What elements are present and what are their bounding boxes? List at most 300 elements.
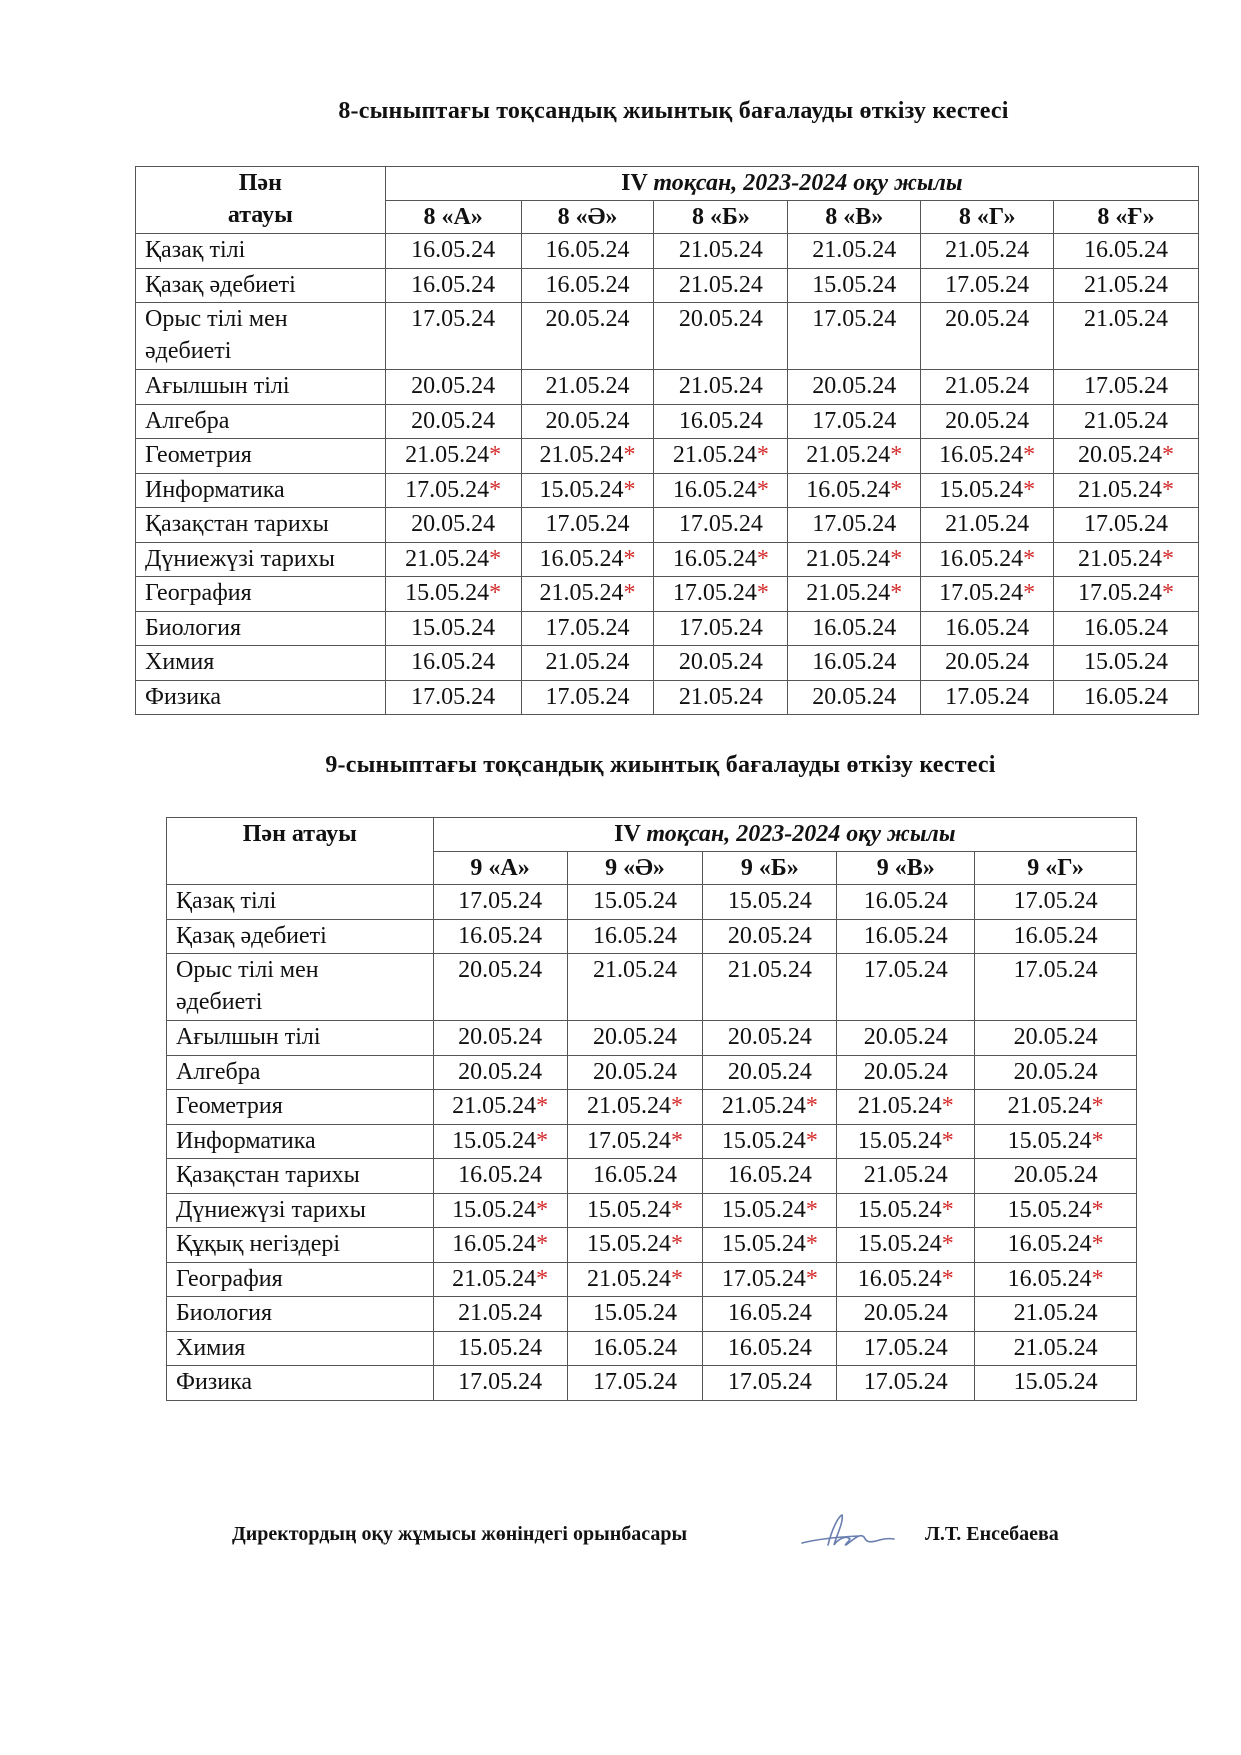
date-value: 16.05.24	[1084, 237, 1169, 263]
asterisk-mark: *	[941, 1093, 954, 1119]
subject-cell: Қазақ әдебиеті	[167, 919, 434, 954]
date-value: 15.05.24	[405, 580, 490, 606]
signature-block	[0, 1519, 1241, 1559]
date-value: 16.05.24	[863, 922, 948, 949]
date-value: 16.05.24	[727, 1334, 812, 1361]
date-cell	[433, 1090, 567, 1125]
date-cell	[788, 577, 921, 612]
asterisk-mark: *	[1023, 545, 1036, 572]
date-cell	[433, 1193, 567, 1228]
date-cell	[521, 542, 654, 577]
subject-header	[167, 818, 434, 885]
date-cell	[521, 508, 654, 543]
table-row	[167, 1262, 1137, 1297]
date-cell	[385, 234, 521, 269]
date-value: 20.05.24	[863, 1058, 948, 1085]
asterisk-mark: *	[805, 1231, 818, 1257]
date-value: 20.05.24	[863, 1300, 948, 1326]
date-value: 21.05.24	[1084, 306, 1169, 332]
date-value: 15.05.24	[411, 614, 496, 641]
date-cell	[703, 1193, 837, 1228]
asterisk-mark: *	[623, 442, 636, 468]
date-value: 16.05.24	[592, 1162, 677, 1188]
date-cell	[521, 370, 654, 405]
asterisk-mark: *	[890, 580, 903, 606]
date-cell	[837, 1090, 975, 1125]
date-cell	[654, 542, 788, 577]
date-value: 17.05.24	[863, 957, 948, 983]
date-cell	[385, 303, 521, 370]
date-value: 21.05.24	[545, 373, 630, 399]
date-value: 16.05.24	[857, 1265, 942, 1292]
asterisk-mark: *	[1091, 1196, 1104, 1223]
date-value: 16.05.24	[458, 1162, 543, 1188]
date-cell	[975, 1021, 1137, 1056]
date-value: 21.05.24	[458, 1300, 543, 1326]
date-value: 17.05.24	[812, 306, 897, 332]
date-value: 15.05.24	[458, 1334, 543, 1361]
date-cell	[788, 303, 921, 370]
date-cell	[385, 508, 521, 543]
date-value: 15.05.24	[586, 1231, 671, 1257]
date-value: 16.05.24	[411, 649, 496, 675]
date-cell	[1054, 680, 1199, 715]
date-cell	[433, 954, 567, 1021]
asterisk-mark: *	[941, 1231, 954, 1257]
date-value: 15.05.24	[592, 1300, 677, 1326]
date-cell	[703, 1297, 837, 1332]
subject-cell: Ағылшын тілі	[167, 1021, 434, 1056]
date-value: 21.05.24	[678, 373, 763, 399]
date-value: 15.05.24	[721, 1196, 806, 1223]
date-value: 20.05.24	[945, 306, 1030, 332]
date-value: 17.05.24	[1013, 957, 1098, 983]
subject-cell: Информатика	[167, 1124, 434, 1159]
grade8-schedule-title: 8-сыныптағы тоқсандық жиынтық бағалауды өткізу кестесі	[338, 98, 1009, 124]
asterisk-mark: *	[805, 1196, 818, 1223]
date-value: 17.05.24	[586, 1127, 671, 1154]
date-value: 15.05.24	[452, 1196, 537, 1223]
date-value: 20.05.24	[727, 1024, 812, 1050]
date-value: 17.05.24	[405, 476, 490, 503]
subject-name-line: әдебиеті	[176, 989, 263, 1015]
asterisk-mark: *	[1023, 476, 1036, 503]
class-header: 8 «В»	[788, 201, 921, 234]
date-value: 20.05.24	[678, 649, 763, 675]
date-value: 21.05.24	[592, 957, 677, 983]
date-value: 21.05.24	[539, 442, 624, 468]
date-cell	[433, 1331, 567, 1366]
asterisk-mark: *	[536, 1127, 549, 1154]
date-cell	[837, 1331, 975, 1366]
subject-cell: Биология	[136, 611, 386, 646]
asterisk-mark: *	[1091, 1265, 1104, 1292]
asterisk-mark: *	[805, 1265, 818, 1292]
class-header: 8 «А»	[385, 201, 521, 234]
date-cell	[921, 268, 1054, 303]
date-cell	[975, 954, 1137, 1021]
date-cell	[921, 611, 1054, 646]
subject-cell: География	[167, 1262, 434, 1297]
date-cell	[385, 646, 521, 681]
date-cell	[567, 1228, 703, 1263]
date-value: 16.05.24	[727, 1300, 812, 1326]
date-value: 16.05.24	[452, 1231, 537, 1257]
table-row	[136, 611, 1199, 646]
date-value: 17.05.24	[727, 1369, 812, 1395]
date-cell	[433, 1124, 567, 1159]
subject-cell: Қазақстан тарихы	[136, 508, 386, 543]
date-value: 15.05.24	[721, 1231, 806, 1257]
table-row	[167, 885, 1137, 920]
date-cell	[521, 404, 654, 439]
date-value: 15.05.24	[857, 1127, 942, 1154]
class-header: 8 «Б»	[654, 201, 788, 234]
date-value: 17.05.24	[1084, 511, 1169, 537]
date-cell	[837, 1055, 975, 1090]
date-value: 16.05.24	[1084, 683, 1169, 710]
date-value: 20.05.24	[1078, 442, 1163, 468]
date-cell	[788, 508, 921, 543]
date-value: 16.05.24	[458, 922, 543, 949]
date-cell	[788, 542, 921, 577]
date-cell	[975, 1331, 1137, 1366]
date-cell	[385, 370, 521, 405]
date-value: 16.05.24	[592, 922, 677, 949]
date-value: 17.05.24	[721, 1265, 806, 1292]
date-value: 16.05.24	[672, 545, 757, 572]
date-value: 20.05.24	[592, 1024, 677, 1050]
date-value: 20.05.24	[945, 649, 1030, 675]
asterisk-mark: *	[536, 1265, 549, 1292]
date-cell	[433, 1228, 567, 1263]
date-value: 16.05.24	[939, 545, 1024, 572]
subject-cell: Ағылшын тілі	[136, 370, 386, 405]
date-cell	[1054, 508, 1199, 543]
date-value: 15.05.24	[539, 476, 624, 503]
date-value: 21.05.24	[812, 237, 897, 263]
date-value: 21.05.24	[721, 1093, 806, 1119]
subject-cell: Химия	[167, 1331, 434, 1366]
asterisk-mark: *	[1162, 442, 1175, 468]
date-value: 15.05.24	[1013, 1369, 1098, 1395]
date-value: 21.05.24	[545, 649, 630, 675]
date-cell	[703, 1090, 837, 1125]
asterisk-mark: *	[670, 1196, 683, 1223]
date-value: 17.05.24	[592, 1369, 677, 1395]
date-value: 21.05.24	[586, 1093, 671, 1119]
grade9-schedule-table	[166, 817, 1137, 1401]
date-value: 16.05.24	[1007, 1231, 1092, 1257]
date-value: 20.05.24	[592, 1058, 677, 1085]
class-header: 9 «Г»	[975, 852, 1137, 885]
asterisk-mark: *	[489, 580, 502, 606]
date-value: 17.05.24	[945, 683, 1030, 710]
date-value: 20.05.24	[812, 683, 897, 710]
date-cell	[703, 1124, 837, 1159]
date-cell	[921, 473, 1054, 508]
date-value: 21.05.24	[678, 271, 763, 298]
date-value: 16.05.24	[411, 271, 496, 298]
date-value: 20.05.24	[545, 306, 630, 332]
date-cell	[1054, 577, 1199, 612]
date-cell	[567, 1262, 703, 1297]
date-cell	[567, 1366, 703, 1401]
subject-header-line2: атауы	[227, 202, 293, 228]
date-value: 21.05.24	[678, 683, 763, 710]
date-value: 21.05.24	[452, 1265, 537, 1292]
date-value: 20.05.24	[678, 306, 763, 332]
asterisk-mark: *	[670, 1127, 683, 1154]
date-cell	[703, 1331, 837, 1366]
date-cell	[703, 919, 837, 954]
subject-cell: Қазақ әдебиеті	[136, 268, 386, 303]
date-cell	[975, 1366, 1137, 1401]
date-value: 16.05.24	[1013, 922, 1098, 949]
date-value: 17.05.24	[939, 580, 1024, 606]
date-cell	[703, 1159, 837, 1194]
table-row	[136, 268, 1199, 303]
table-row	[167, 1228, 1137, 1263]
date-value: 21.05.24	[806, 442, 891, 468]
date-cell	[567, 1090, 703, 1125]
table-row	[136, 646, 1199, 681]
date-value: 16.05.24	[812, 614, 897, 641]
asterisk-mark: *	[805, 1127, 818, 1154]
date-cell	[567, 1159, 703, 1194]
subject-header-text: Пән атауы	[242, 821, 357, 847]
subject-header-line1: Пән	[238, 170, 282, 196]
class-header: 8 «Ә»	[521, 201, 654, 234]
date-value: 21.05.24	[945, 373, 1030, 399]
date-cell	[567, 1297, 703, 1332]
date-value: 17.05.24	[545, 683, 630, 710]
table-row	[167, 1021, 1137, 1056]
date-cell	[788, 404, 921, 439]
date-value: 17.05.24	[863, 1334, 948, 1361]
asterisk-mark: *	[536, 1196, 549, 1223]
date-cell	[567, 1124, 703, 1159]
subject-cell	[167, 954, 434, 1021]
date-value: 16.05.24	[592, 1334, 677, 1361]
date-cell	[921, 303, 1054, 370]
asterisk-mark: *	[1023, 442, 1036, 468]
date-cell	[975, 1124, 1137, 1159]
date-cell	[921, 680, 1054, 715]
date-value: 20.05.24	[1013, 1058, 1098, 1085]
date-value: 21.05.24	[405, 545, 490, 572]
asterisk-mark: *	[756, 545, 769, 572]
date-cell	[385, 404, 521, 439]
asterisk-mark: *	[670, 1231, 683, 1257]
date-cell	[521, 439, 654, 474]
date-value: 21.05.24	[727, 957, 812, 983]
date-value: 15.05.24	[586, 1196, 671, 1223]
asterisk-mark: *	[489, 476, 502, 503]
subject-cell: Құқық негіздері	[167, 1228, 434, 1263]
table-row	[136, 577, 1199, 612]
table-row	[167, 1055, 1137, 1090]
date-cell	[837, 1124, 975, 1159]
quarter-roman: IV	[614, 821, 641, 847]
date-value: 17.05.24	[1084, 373, 1169, 399]
date-value: 17.05.24	[863, 1369, 948, 1395]
date-cell	[703, 1021, 837, 1056]
date-value: 15.05.24	[1007, 1196, 1092, 1223]
subject-cell: Дүниежүзі тарихы	[136, 542, 386, 577]
quarter-roman: IV	[621, 170, 648, 196]
class-header: 8 «Ғ»	[1054, 201, 1199, 234]
table-row	[167, 1331, 1137, 1366]
asterisk-mark: *	[890, 545, 903, 572]
date-cell	[385, 268, 521, 303]
date-value: 17.05.24	[458, 1369, 543, 1395]
date-cell	[1054, 303, 1199, 370]
date-cell	[788, 646, 921, 681]
date-cell	[433, 919, 567, 954]
subject-cell: География	[136, 577, 386, 612]
subject-cell: Химия	[136, 646, 386, 681]
date-value: 15.05.24	[727, 888, 812, 914]
date-cell	[975, 1228, 1137, 1263]
asterisk-mark: *	[756, 476, 769, 503]
date-cell	[385, 439, 521, 474]
table-row	[136, 542, 1199, 577]
date-value: 17.05.24	[945, 271, 1030, 298]
date-cell	[433, 885, 567, 920]
date-cell	[385, 611, 521, 646]
class-header: 9 «Б»	[703, 852, 837, 885]
date-cell	[703, 1055, 837, 1090]
date-cell	[1054, 370, 1199, 405]
date-value: 21.05.24	[806, 545, 891, 572]
asterisk-mark: *	[1091, 1231, 1104, 1257]
date-value: 21.05.24	[806, 580, 891, 606]
date-value: 16.05.24	[1084, 614, 1169, 641]
subject-cell: Қазақстан тарихы	[167, 1159, 434, 1194]
date-cell	[1054, 611, 1199, 646]
asterisk-mark: *	[1162, 545, 1175, 572]
handwritten-signature	[798, 1509, 898, 1555]
date-value: 21.05.24	[586, 1265, 671, 1292]
date-value: 16.05.24	[939, 442, 1024, 468]
date-value: 20.05.24	[458, 957, 543, 983]
date-cell	[1054, 234, 1199, 269]
date-cell	[788, 473, 921, 508]
date-value: 16.05.24	[945, 614, 1030, 641]
date-cell	[921, 404, 1054, 439]
date-cell	[654, 646, 788, 681]
date-cell	[837, 919, 975, 954]
date-value: 16.05.24	[1007, 1265, 1092, 1292]
date-value: 21.05.24	[863, 1162, 948, 1188]
date-cell	[975, 885, 1137, 920]
date-value: 16.05.24	[545, 271, 630, 298]
asterisk-mark: *	[941, 1265, 954, 1292]
date-cell	[975, 1193, 1137, 1228]
asterisk-mark: *	[1091, 1127, 1104, 1154]
date-value: 17.05.24	[411, 306, 496, 332]
date-cell	[837, 885, 975, 920]
date-cell	[521, 680, 654, 715]
date-value: 20.05.24	[458, 1024, 543, 1050]
date-value: 20.05.24	[411, 407, 496, 434]
quarter-text: тоқсан, 2023-2024 оқу жылы	[646, 821, 956, 847]
table-row	[167, 1124, 1137, 1159]
date-value: 15.05.24	[452, 1127, 537, 1154]
class-header: 9 «В»	[837, 852, 975, 885]
date-cell	[433, 1021, 567, 1056]
subject-cell: Алгебра	[136, 404, 386, 439]
date-value: 15.05.24	[1084, 649, 1169, 675]
date-value: 16.05.24	[678, 407, 763, 434]
date-cell	[567, 1331, 703, 1366]
date-value: 17.05.24	[678, 614, 763, 641]
date-cell	[385, 542, 521, 577]
date-cell	[654, 577, 788, 612]
date-cell	[703, 954, 837, 1021]
asterisk-mark: *	[1091, 1093, 1104, 1119]
date-value: 16.05.24	[539, 545, 624, 572]
date-cell	[1054, 268, 1199, 303]
date-cell	[975, 1262, 1137, 1297]
asterisk-mark: *	[890, 476, 903, 503]
date-cell	[703, 1366, 837, 1401]
date-cell	[1054, 404, 1199, 439]
date-value: 17.05.24	[678, 511, 763, 537]
date-value: 16.05.24	[545, 237, 630, 263]
date-cell	[385, 577, 521, 612]
class-header: 9 «Ә»	[567, 852, 703, 885]
table-row	[167, 1366, 1137, 1401]
table-row	[167, 1297, 1137, 1332]
date-cell	[567, 919, 703, 954]
date-cell	[433, 1262, 567, 1297]
date-cell	[433, 1055, 567, 1090]
date-cell	[703, 885, 837, 920]
subject-cell	[136, 303, 386, 370]
quarter-header	[433, 818, 1136, 852]
asterisk-mark: *	[536, 1093, 549, 1119]
date-cell	[385, 680, 521, 715]
date-value: 17.05.24	[1078, 580, 1163, 606]
asterisk-mark: *	[670, 1265, 683, 1292]
date-cell	[1054, 542, 1199, 577]
subject-name-line: Орыс тілі мен	[145, 306, 288, 332]
date-value: 21.05.24	[405, 442, 490, 468]
subject-cell: Геометрия	[167, 1090, 434, 1125]
date-cell	[788, 680, 921, 715]
date-value: 21.05.24	[678, 237, 763, 263]
subject-cell: Биология	[167, 1297, 434, 1332]
date-value: 16.05.24	[411, 237, 496, 263]
date-value: 20.05.24	[727, 1058, 812, 1085]
table-row	[167, 1159, 1137, 1194]
date-cell	[654, 404, 788, 439]
subject-name-line: Орыс тілі мен	[176, 957, 319, 983]
date-cell	[837, 1297, 975, 1332]
signatory-position: Директордың оқу жұмысы жөніндегі орынбасары	[232, 1523, 688, 1545]
date-cell	[433, 1366, 567, 1401]
subject-cell: Физика	[136, 680, 386, 715]
table-row	[136, 404, 1199, 439]
date-cell	[837, 1159, 975, 1194]
date-value: 16.05.24	[672, 476, 757, 503]
date-cell	[837, 1193, 975, 1228]
date-cell	[921, 646, 1054, 681]
date-cell	[1054, 646, 1199, 681]
date-cell	[788, 611, 921, 646]
